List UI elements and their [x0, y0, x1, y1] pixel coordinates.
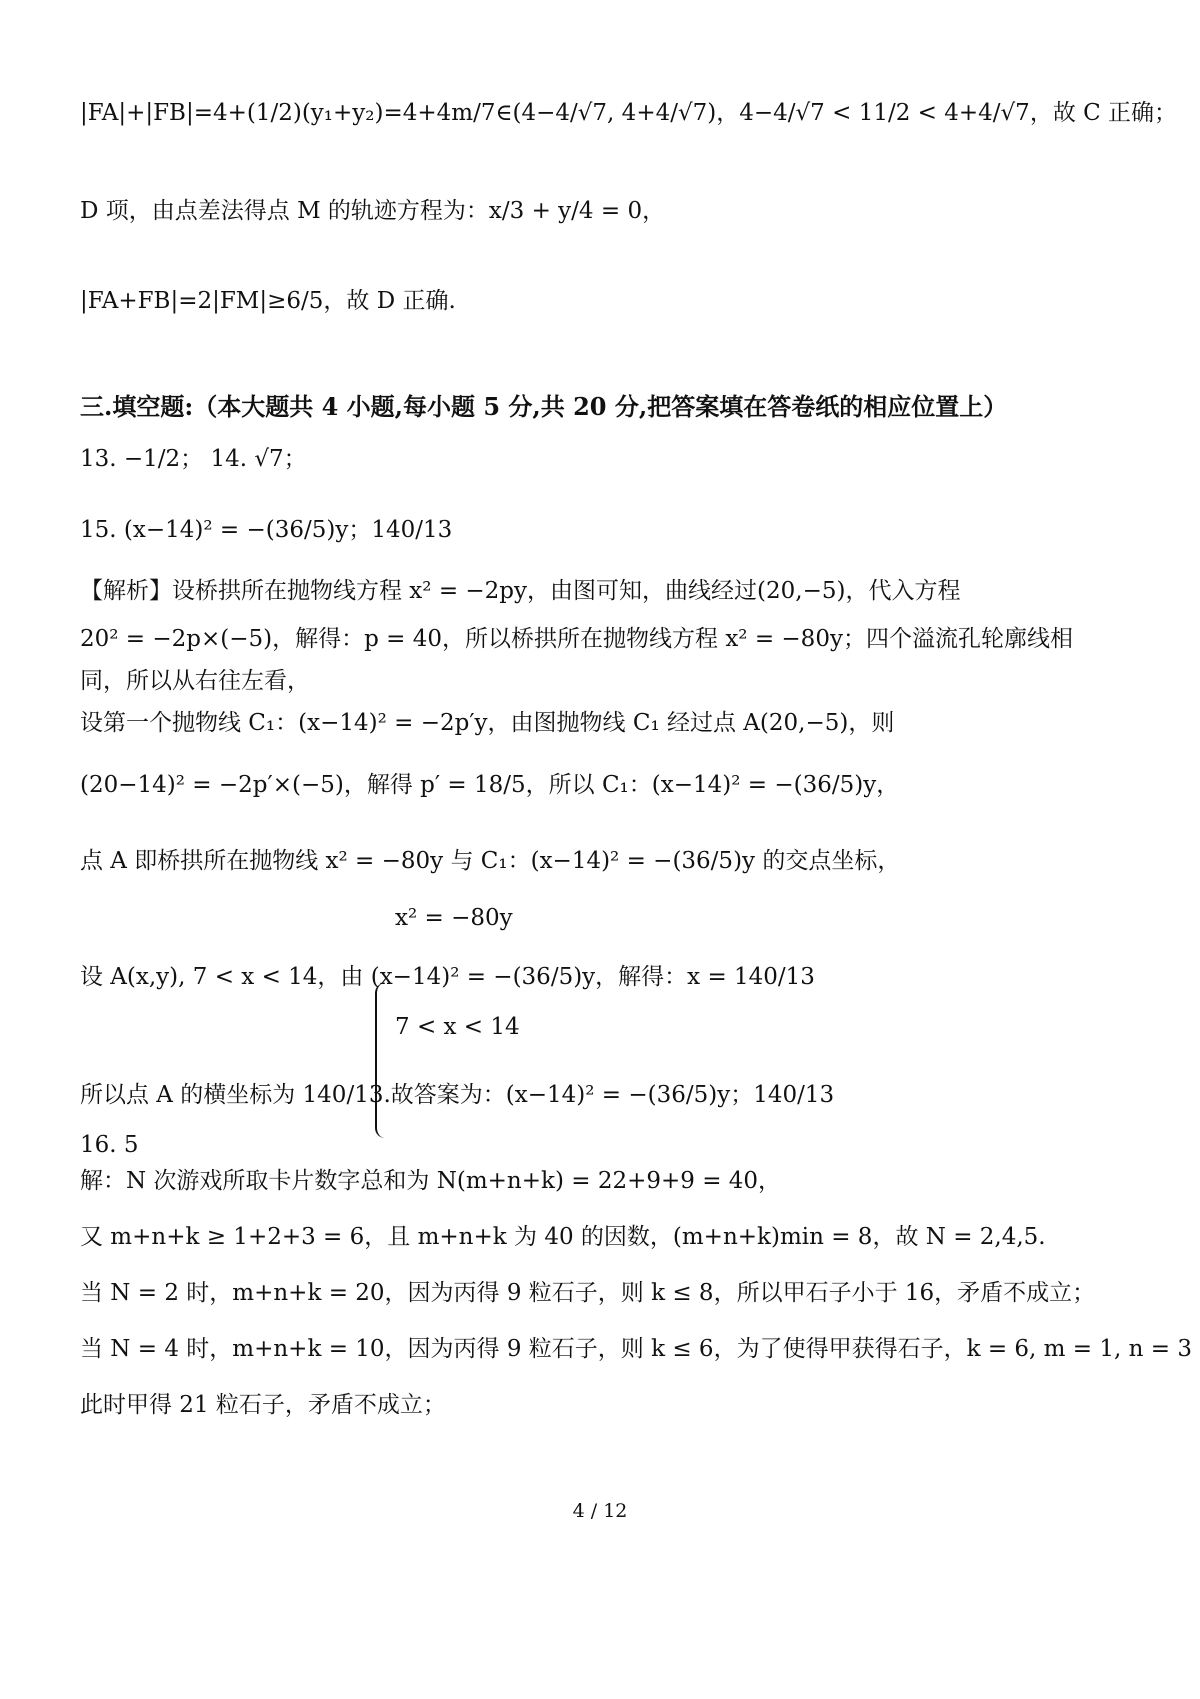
system-eq-3: 7 < x < 14 [395, 1014, 520, 1040]
page-number: 4 / 12 [572, 1500, 628, 1522]
solution-16-line-4: 当 N = 4 时，m+n+k = 10，因为丙得 9 粒石子，则 k ≤ 6，为了使得甲获得石子，k = 6, m = 1, n = 3 [80, 1336, 1192, 1362]
answers-13-14: 13. −1/2； 14. √7； [80, 446, 307, 472]
analysis-line-5: (20−14)² = −2p′×(−5)，解得 p′ = 18/5，所以 C₁：(x−14)² = −(36/5)y， [80, 772, 900, 798]
solution-16-line-3: 当 N = 2 时，m+n+k = 20，因为丙得 9 粒石子，则 k ≤ 8，所以甲石子小于 16，矛盾不成立； [80, 1280, 1096, 1306]
option-d-conclusion: |FA+FB|=2|FM|≥6/5，故 D 正确. [80, 288, 456, 314]
answer-15: 15. (x−14)² = −(36/5)y；140/13 [80, 517, 453, 543]
analysis-line-2: 20² = −2p×(−5)，解得：p = 40，所以桥拱所在抛物线方程 x² = −80y；四个溢流孔轮廓线相 [80, 626, 1073, 652]
answer-16: 16. 5 [80, 1132, 139, 1158]
analysis-line-7: 设 A(x,y), 7 < x < 14，由 (x−14)² = −(36/5)y，解得：x = 140/13 [80, 964, 815, 990]
solution-16-line-1: 解：N 次游戏所取卡片数字总和为 N(m+n+k) = 22+9+9 = 40， [80, 1168, 782, 1194]
analysis-line-3: 同，所以从右往左看， [80, 668, 310, 694]
section-heading: 三.填空题:（本大题共 4 小题,每小题 5 分,共 20 分,把答案填在答卷纸的相应位置上） [80, 392, 1008, 421]
option-d-trajectory: D 项，由点差法得点 M 的轨迹方程为：x/3 + y/4 = 0， [80, 198, 666, 224]
option-c-conclusion: |FA|+|FB|=4+(1/2)(y₁+y₂)=4+4m/7∈(4−4/√7, 4+4/√7)，4−4/√7 < 11/2 < 4+4/√7，故 C 正确； [80, 100, 1178, 126]
analysis-line-4: 设第一个抛物线 C₁：(x−14)² = −2p′y，由图抛物线 C₁ 经过点 A(20,−5)，则 [80, 710, 895, 736]
analysis-intro: 【解析】设桥拱所在抛物线方程 x² = −2py，由图可知，曲线经过(20,−5)，代入方程 [80, 578, 961, 604]
analysis-line-6: 点 A 即桥拱所在抛物线 x² = −80y 与 C₁：(x−14)² = −(36/5)y 的交点坐标， [80, 848, 901, 874]
system-brace [375, 983, 389, 1138]
analysis-conclusion: 所以点 A 的横坐标为 140/13.故答案为：(x−14)² = −(36/5)y；140/13 [80, 1082, 835, 1108]
system-eq-1: x² = −80y [395, 905, 513, 931]
solution-16-line-5: 此时甲得 21 粒石子，矛盾不成立； [80, 1392, 446, 1418]
solution-16-line-2: 又 m+n+k ≥ 1+2+3 = 6，且 m+n+k 为 40 的因数，(m+n+k)min = 8，故 N = 2,4,5. [80, 1224, 1046, 1250]
